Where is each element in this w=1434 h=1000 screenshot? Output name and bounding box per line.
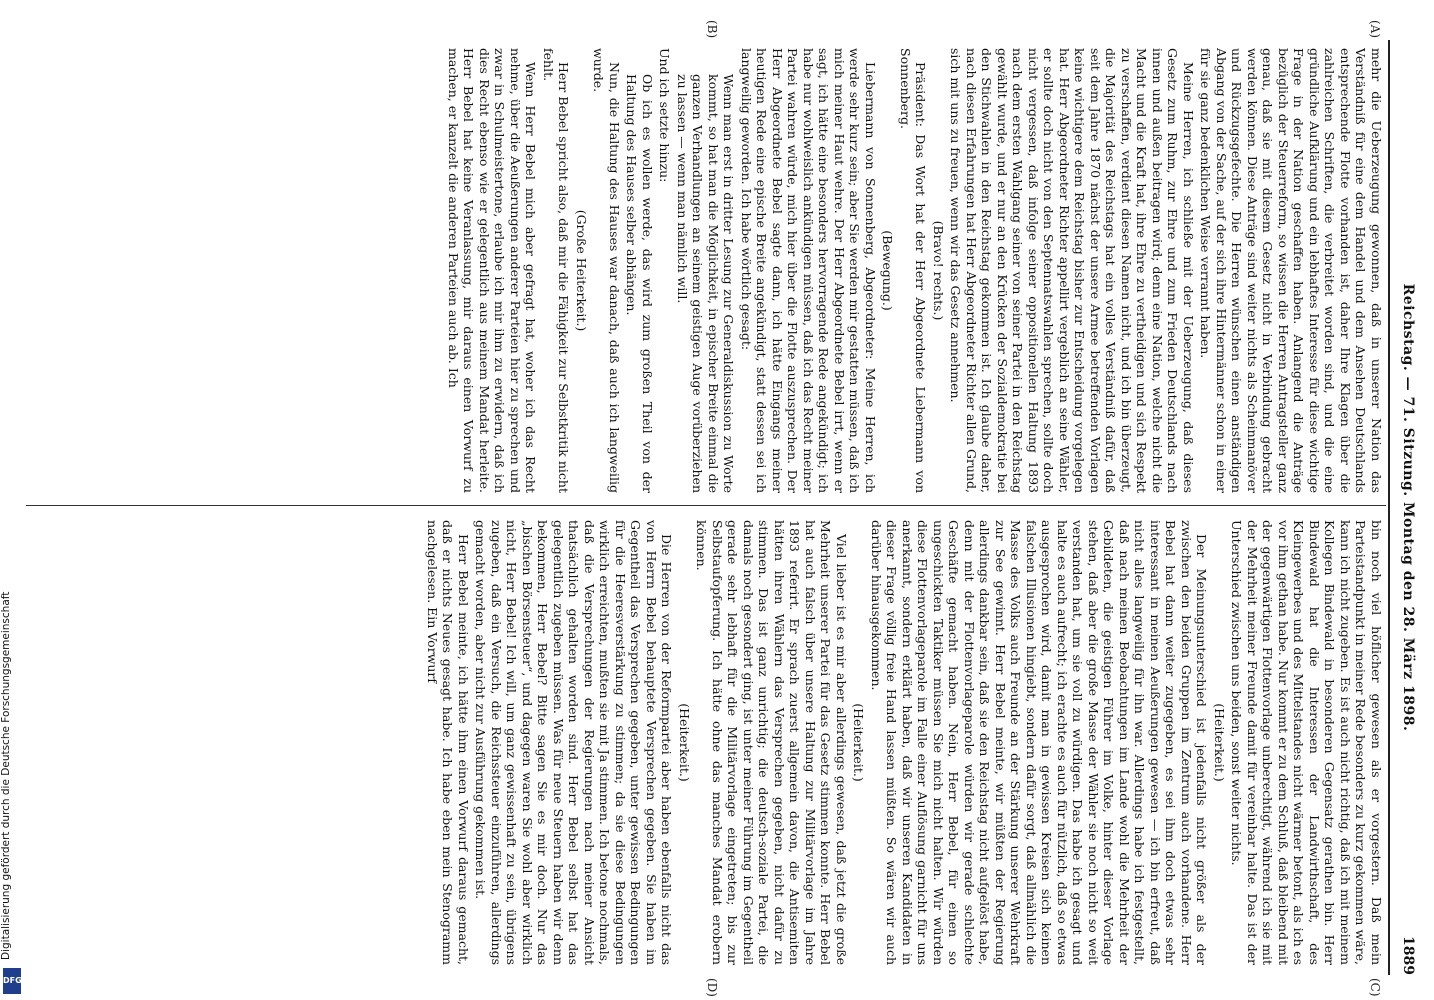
header-rule <box>1389 40 1391 975</box>
paragraph: Die Herren von der Reformpartei aber haben ebenfalls nicht das von Herrn Bebel behauptete Versprechen gegeben. Sie haben im Gegentheil das Versprechen gegeben, unter gewissen Bedingungen für die Heeresverstärkung zu stimmen; da sie diese Bedingungen wirklich erreichten, mußten sie mit Ja stimmen. Ich betone nochmals, daß die Versprechungen der Regierungen nach meiner Ansicht thatsächlich gehalten worden sind. Herr Bebel selbst hat das gelegentlich zugeben müssen. Was für neue Steuern haben wir denn bekommen, Herr Bebel? Bitte sagen Sie es mir doch. Nur das „bischen Börsensteuer“, und dagegen waren Sie wohl aber wirklich nicht, Herr Bebel! Ich will, um ganz gewissenhaft zu sein, übrigens zugeben, daß ein Versuch, die Reichssteuer einzuführen, allerdings gemacht worden, aber nicht zur Ausführung gekommen ist. <box>473 520 675 965</box>
paragraph: Der Meinungsunterschied ist jedenfalls nicht größer als der zwischen den beiden Gruppen im Zentrum auch vorhandene. Herr Bebel hat dann weiter zugegeben, es sei ihm doch etwas sehr interessant in meinen Aeußerungen gewesen — ich bin erfreut, daß nicht alles langweilig für ihn war. Allerdings habe ich festgestellt, daß nach meinen Beobachtungen im Lande wohl die Mehrheit der Gebildeten, die geistigen Führer im Volke, hinter dieser Vorlage stehen, daß aber die große Masse der Wähler sie noch nicht so weit verstanden hat, um sie voll zu würdigen. Das habe ich gesagt und halte es auch aufrecht; ich erachte es auch für nützlich, daß so etwas ausgesprochen wird, damit man in gewissen Kreisen sich keinen falschen Illusionen hingiebt, sondern dafür sorgt, daß allmählich die Masse des Volks auch Freunde an der Stärkung unserer Wehrkraft zur See gewinnt. Herr Bebel meinte, wir müßten der Regierung allerdings dankbar sein, daß sie den Reichstag nicht aufgelöst habe, denn mit der Flottenvorlageparole würden wir gerade schlechte Geschäfte gemacht haben. Nein, Herr Bebel, für einen so ungeschickten Taktiker müssen Sie mich nicht halten. Wir würden diese Flottenvorlageparole im Falle einer Auflösung garnicht für uns anerkannt, sondern erklärt haben, daß wir unseren Kandidaten in dieser Frage völlig freie Hand lassen müßten. So wären wir auch darüber hinausgekommen. <box>869 520 1210 965</box>
interjection: (Bravo! rechts.) <box>931 220 946 321</box>
paragraph: mehr die Ueberzeugung gewonnen, daß in unserer Nation das Verständniß für eine dem Handel und dem Ansehen Deutschlands entsprechende Flotte vorhanden ist, daher Ihre Klagen über die zahlreichen Schriften, die verbreitet worden sind, und die eine gründliche Aufklärung und ein lebhaftes Interesse für diese wichtige Frage in der Nation geschaffen haben. Anlangend die Anträge bezüglich der Steuerreform, so wissen die Herren Antragsteller ganz genau, daß sie mit diesem Gesetz nicht in Verbindung gebracht werden können. Diese Anträge sind weiter nichts als Scheinmanöver und Rückzugsgefechte. Die Herren wünschen einen anständigen Abgang von der Sache, auf der sich ihre Hintermänner schon in einer für sie ganz bedenklichen Weise verrannt haben. <box>1198 48 1384 493</box>
margin-marker-b: (B) <box>705 20 719 39</box>
paragraph: Herr Bebel spricht also, daß mir die Fähigkeit zur Selbstkritik nicht fehlt. <box>541 48 572 493</box>
quotation: Ob ich es wollen werde, das wird zum großen Theil von der Haltung des Hauses selber abhängen. <box>624 74 655 493</box>
paragraph: Nun, die Haltung des Hauses war danach, daß auch ich langweilig wurde. <box>591 48 622 493</box>
quotation: Wenn man erst in dritter Lesung zur Generaldiskussion zu Worte kommt, so hat man die Möglichkeit, in epischer Breite einmal die ganzen Verhandlungen an seinem geistigen Auge vorüberziehen zu lassen — wenn man nämlich will. <box>675 74 737 493</box>
running-header <box>1392 40 1416 975</box>
header-title: Reichstag. — 71. Sitzung. Montag den 28. März 1898. <box>1400 283 1416 732</box>
dfg-logo: DFG <box>3 968 21 994</box>
paragraph: Wenn Herr Bebel mich aber gefragt hat, woher ich das Recht nehme, über die Aeußerungen anderer Parteien hier zu sprechen und zwar in Schulmeistertone, erlaube ich mir ihm zu erwidern, daß ich dies Recht ebenso wie er gelegentlich aus meinem Mandat herleite. Herr Bebel hat keine Veranlassung, mir daraus einen Vorwurf zu machen, er kanzelt die anderen Parteien auch ab. Ich <box>446 48 539 493</box>
interjection: (Heiterkeit.) <box>851 703 867 782</box>
paragraph: Und ich setzte hinzu: <box>657 48 673 183</box>
right-column <box>29 520 1384 965</box>
digitization-sidebar <box>0 0 22 1000</box>
speaker-paragraph: Liebermann von Sonnenberg, Abgeordneter: Meine Herren, ich werde sehr kurz sein; aber Sie werden mir gestatten müssen, daß ich mich meiner Haut wehre. Der Herr Abgeordnete Bebel irrt, wenn er sagt, ich hätte eine besonders hervorragende Rede angekündigt; ich habe nur wohlweislich ankündigen müssen, daß ich das Recht meiner Partei wahren würde, mich hier über die Flotte auszusprechen. Der Herr Abgeordnete Bebel sagte dann, ich hätte Eingangs meiner heutigen Rede eine epische Breite angekündigt, statt dessen sei ich langweilig geworden. Ich habe wörtlich gesagt: <box>739 48 878 493</box>
margin-marker-d: (D) <box>705 978 719 997</box>
digitization-credit: Digitalisierung gefördert durch die Deutsche Forschungsgemeinschaft <box>0 591 12 960</box>
interjection: (Heiterkeit.) <box>677 703 692 782</box>
paragraph: Herr Bebel meinte, ich hätte ihm einen Vorwurf daraus gemacht, daß er nichts Neues gesagt habe. Ich habe eben mein Stenogramm nachgelesen. Ein Vorwurf <box>425 520 471 965</box>
interjection: (Bewegung.) <box>880 230 896 311</box>
margin-marker-c: (C) <box>1368 978 1382 997</box>
page-number: 1889 <box>1400 936 1416 975</box>
interjection: (Heiterkeit.) <box>1212 703 1227 782</box>
margin-marker-a: (A) <box>1368 20 1382 39</box>
column-divider <box>26 505 1386 506</box>
paragraph: Viel lieber ist es mir aber allerdings gewesen, daß jetzt die große Mehrheit unserer Partei für das Gesetz stimmen konnte. Herr Bebel hat auch falsch über unsere Haltung zur Militärvorlage im Jahre 1893 referirt. Er sprach zuerst allgemein davon, die Antisemiten hätten ihren Wählern das Versprechen gegeben, nicht dafür zu stimmen. Das ist ganz unrichtig; die deutsch-soziale Partei, die damals noch gesondert ging, ist unter meiner Führung im Gegentheil gerade sehr lebhaft für die Militärvorlage eingetreten; bis zur Selbstaufopferung. Ich hätte ohne das manches Mandat erobern können. <box>694 520 849 965</box>
paragraph: bin noch viel höflicher gewesen als er vorgestern. Daß mein Parteistandpunkt in meiner Rede besonders zu kurz gekommen wäre, kann ich nicht zugeben. Es ist auch nicht richtig, daß ich mit meinem Kollegen Bindewald in besonderen Gegensatz gerathen bin. Herr Bindewald hat die Interessen der Landwirthschaft, des Kleingewerbes und des Mittelstandes nicht wärmer betont, als ich es vor ihm gethan habe. Nur kommt er zu dem Schluß, daß bleibend mit der gegenwärtigen Flottenvorlage unberechtigt, während ich sie mit der Mehrheit meiner Freunde damit für vereinbar halte. Das ist der Unterschied zwischen uns beiden, sonst weiter nichts. <box>1229 520 1384 965</box>
interjection: (Große Heiterkeit.) <box>574 209 589 332</box>
speaker-paragraph: Präsident: Das Wort hat der Herr Abgeordnete Liebermann von Sonnenberg. <box>898 48 929 493</box>
left-column <box>29 48 1384 493</box>
paragraph: Meine Herren, ich schließe mit der Ueberzeugung, daß dieses Gesetz zum Ruhm, zur Ehre und zum Frieden Deutschlands nach innen und außen beitragen wird; denn eine Nation, welche nicht die Macht und die Kraft hat, ihre Ehre zu vertheidigen und sich Respekt zu verschaffen, verdient diesen Namen nicht, und ich bin überzeugt, die Majorität des Reichstags hat ein volles Verständniß dafür, daß seit dem Jahre 1870 nächst der unsere Armee betreffenden Vorlagen keine wichtigere dem Reichstag bisher zur Entscheidung vorgelegen hat. Herr Abgeordneter Richter appellirt vergeblich an seine Wähler, er sollte doch nicht von den Septennatswahlen sprechen, sollte doch nicht vergessen, daß infolge seiner oppositionellen Haltung 1893 nach dem ersten Wahlgang seiner von seiner Partei in den Reichstag gewählt wurde, und er nur an den Krücken der Sozialdemokratie bei den Stichwahlen in den Reichstag gekommen ist. Ich glaube daher, nach diesen Erfahrungen hat Herr Abgeordneter Richter allen Grund, sich mit uns zu freuen, wenn wir das Gesetz annehmen. <box>948 48 1196 493</box>
